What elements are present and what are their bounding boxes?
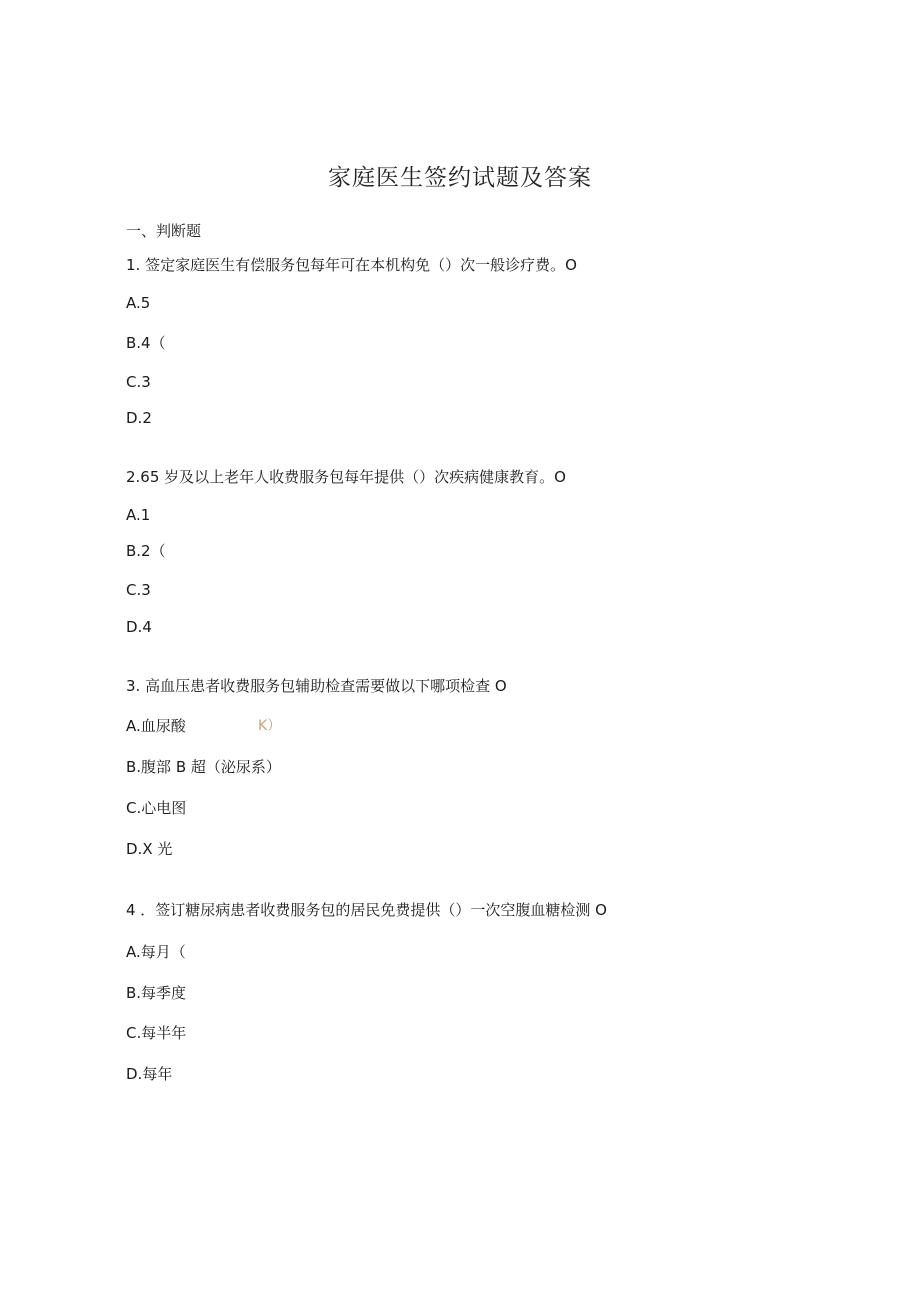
question-1-option-b: B.4（ — [126, 334, 166, 352]
question-2-option-a: A.1 — [126, 506, 151, 524]
question-2-option-b: B.2（ — [126, 542, 166, 560]
question-4-option-d: D.每年 — [126, 1065, 173, 1083]
question-1-option-c: C.3 — [126, 373, 151, 391]
question-1-text: 1. 签定家庭医生有偿服务包每年可在本机构免（）次一般诊疗费。O — [126, 256, 577, 274]
question-4-option-c: C.每半年 — [126, 1024, 187, 1042]
question-3-option-a: A.血尿酸 — [126, 717, 186, 735]
question-2-option-c: C.3 — [126, 581, 151, 599]
question-2-text: 2.65 岁及以上老年人收费服务包每年提供（）次疾病健康教育。O — [126, 468, 566, 486]
question-4-text: 4 ．签订糖尿病患者收费服务包的居民免费提供（）一次空腹血糖检测 O — [126, 901, 607, 919]
question-1-option-a: A.5 — [126, 294, 151, 312]
question-3-option-d: D.X 光 — [126, 840, 173, 858]
question-2-option-d: D.4 — [126, 618, 152, 636]
margin-mark: K） — [258, 718, 282, 734]
question-4-option-b: B.每季度 — [126, 984, 187, 1002]
question-4-option-a: A.每月（ — [126, 943, 186, 961]
question-3-text: 3. 高血压患者收费服务包辅助检查需要做以下哪项检查 O — [126, 677, 507, 695]
section-heading: 一、判断题 — [126, 222, 202, 240]
question-3-option-c: C.心电图 — [126, 799, 187, 817]
question-1-option-d: D.2 — [126, 409, 152, 427]
document-title: 家庭医生签约试题及答案 — [328, 165, 592, 191]
question-3-option-b: B.腹部 B 超（泌尿系） — [126, 758, 281, 776]
